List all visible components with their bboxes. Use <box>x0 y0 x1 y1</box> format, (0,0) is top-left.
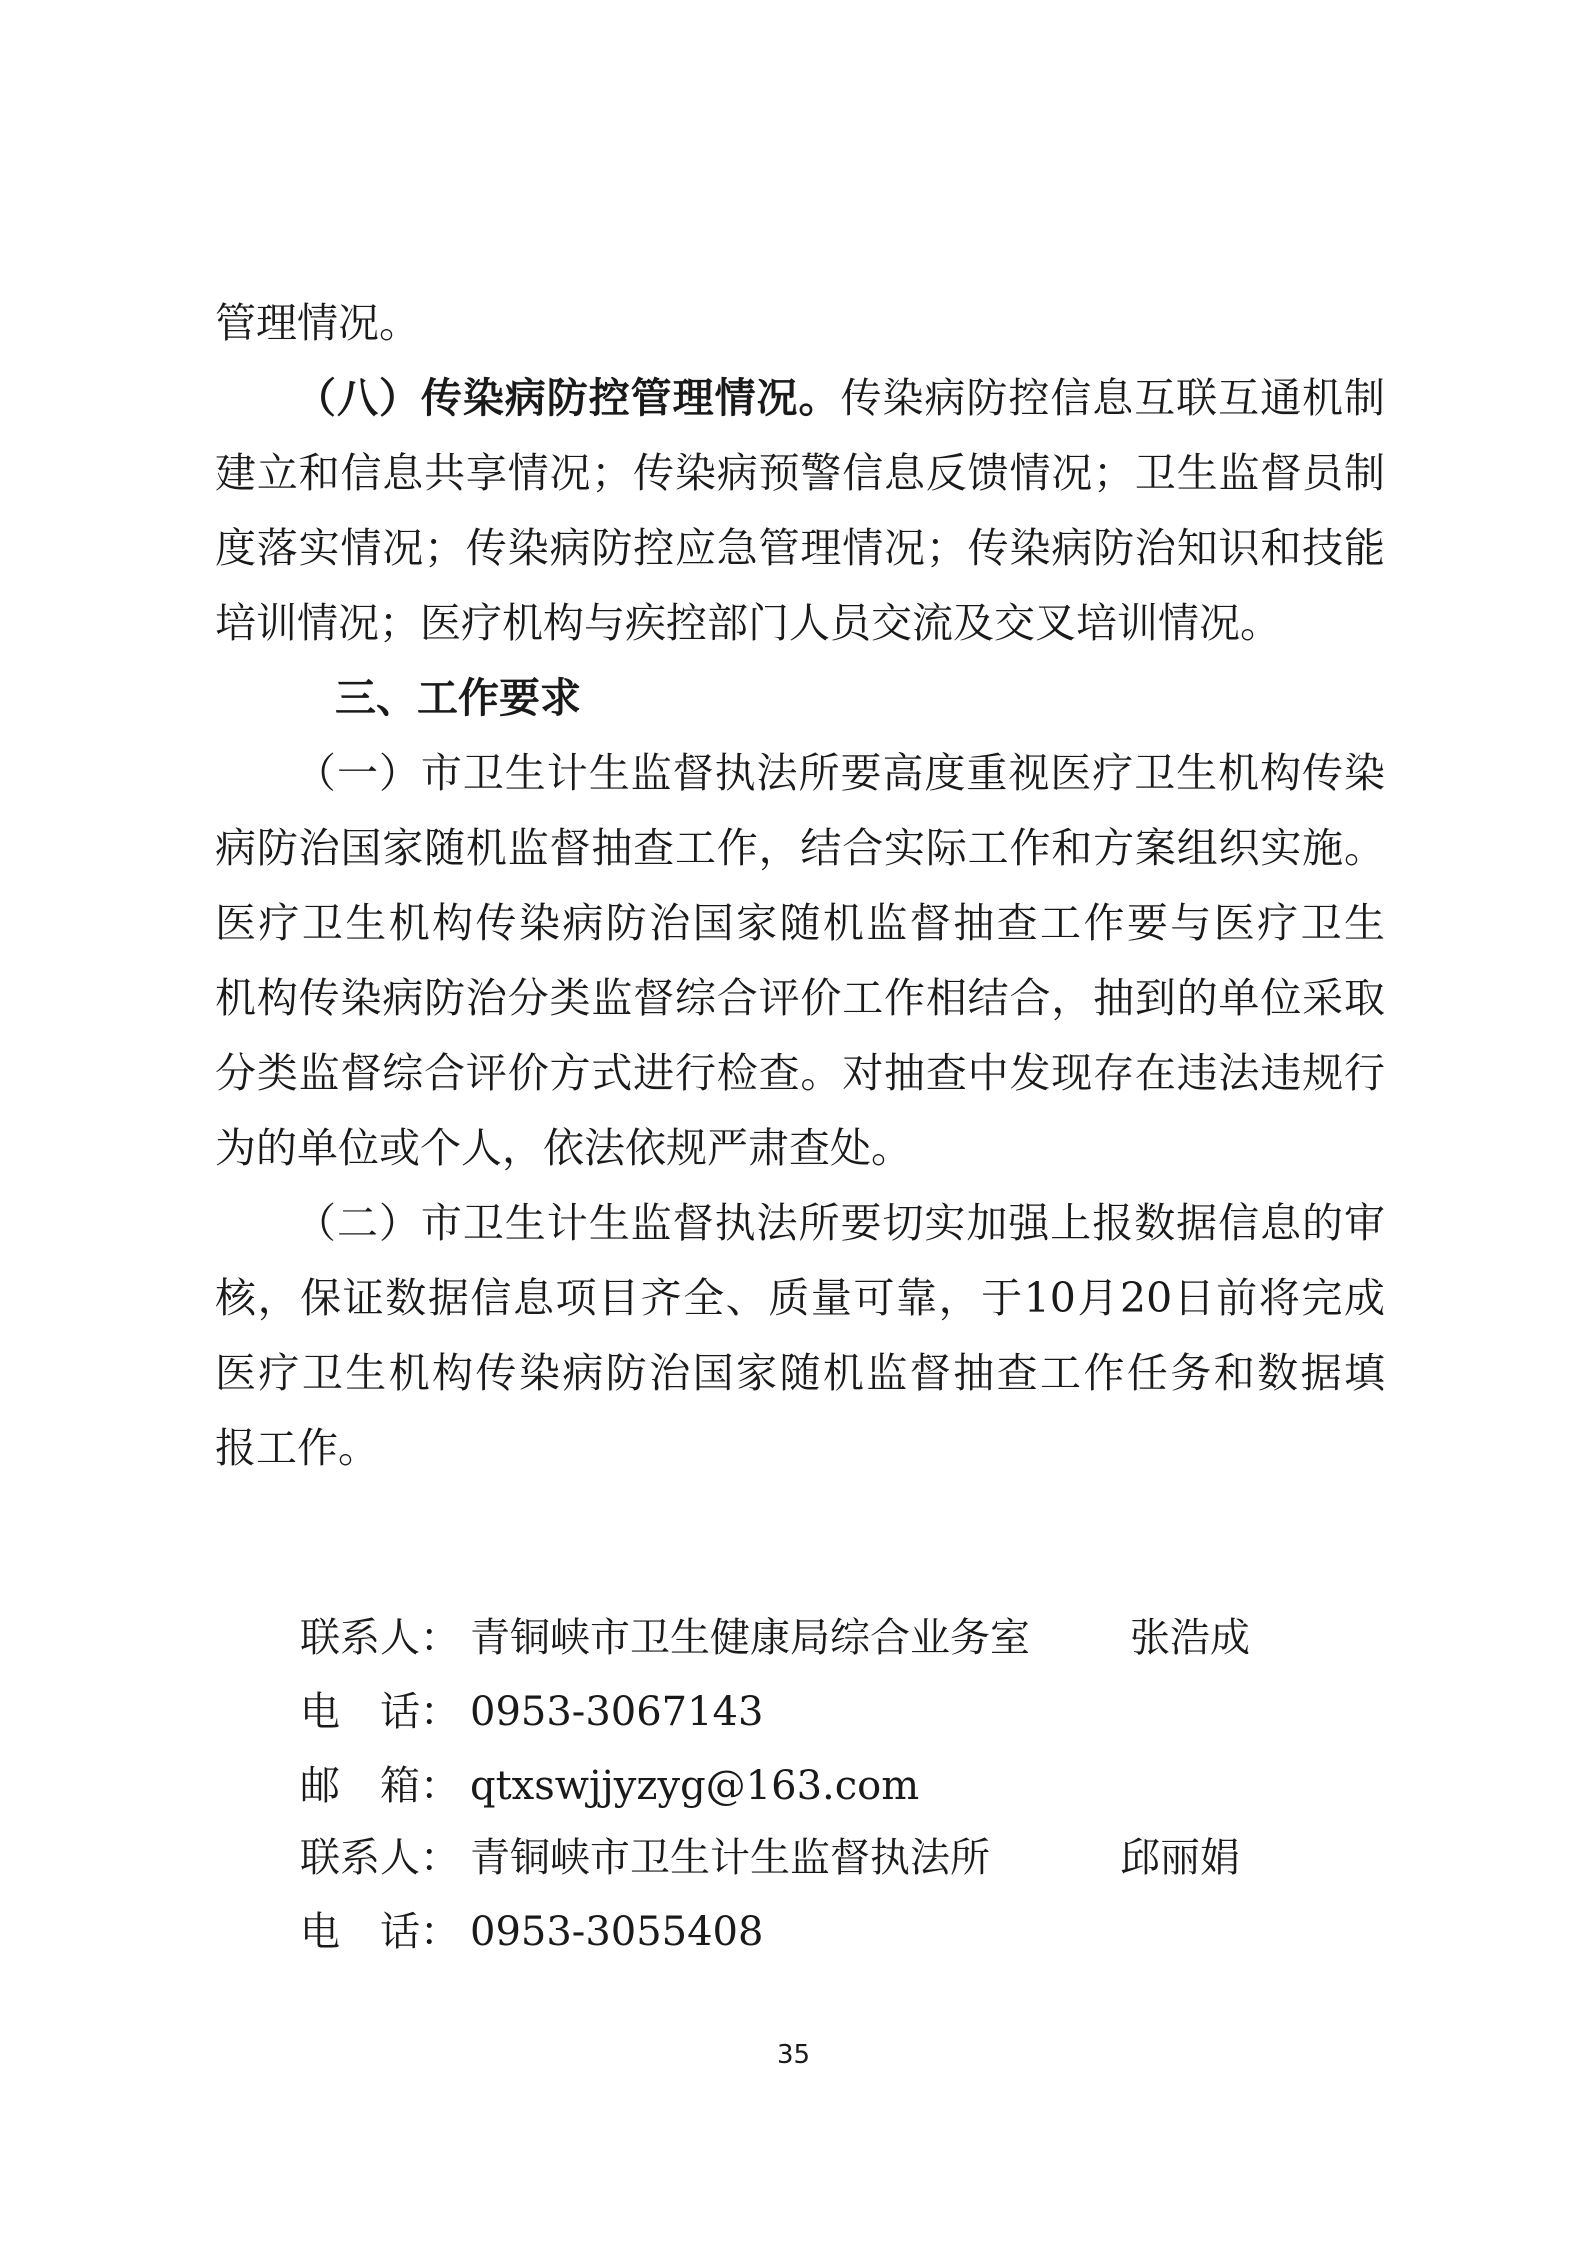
contact-value: 青铜峡市卫生计生监督执法所 <box>470 1835 990 1881</box>
paragraph-line: 病防治国家随机监督抽查工作，结合实际工作和方案组织实施。 <box>215 824 1385 872</box>
contact-label: 联系人： <box>300 1835 460 1881</box>
bold-lead: （八）传染病防控管理情况。 <box>295 374 841 422</box>
paragraph-line: 医疗卫生机构传染病防治国家随机监督抽查工作任务和数据填 <box>215 1349 1385 1397</box>
phone-number: 0953-3067143 <box>470 1689 764 1735</box>
page-number: 35 <box>776 2040 811 2070</box>
contact-row <box>300 1606 1250 1663</box>
contact-label: 电 话： <box>300 1909 460 1955</box>
contact-person: 张浩成 <box>1130 1615 1250 1661</box>
phone-number: 0953-3055408 <box>470 1909 764 1955</box>
contact-label: 邮 箱： <box>300 1763 460 1809</box>
paragraph-line: 医疗卫生机构传染病防治国家随机监督抽查工作要与医疗卫生 <box>215 899 1385 947</box>
contact-person: 邱丽娟 <box>1120 1835 1240 1881</box>
contact-row <box>300 1900 763 1957</box>
paragraph-line: （一）市卫生计生监督执法所要高度重视医疗卫生机构传染 <box>295 749 1385 797</box>
contact-row <box>300 1826 1240 1883</box>
paragraph-line: 分类监督综合评价方式进行检查。对抽查中发现存在违法违规行 <box>215 1049 1385 1097</box>
paragraph-line: 机构传染病防治分类监督综合评价工作相结合，抽到的单位采取 <box>215 974 1385 1022</box>
paragraph-continuation <box>215 286 1385 361</box>
contact-row <box>300 1754 919 1811</box>
contact-row <box>300 1680 763 1737</box>
paragraph-line: 报工作。 <box>215 1424 379 1472</box>
contact-label: 电 话： <box>300 1689 460 1735</box>
body-text <box>215 286 1385 1486</box>
paragraph-line: 核，保证数据信息项目齐全、质量可靠，于10月20日前将完成 <box>215 1274 1385 1322</box>
paragraph-line: 为的单位或个人，依法依规严肃查处。 <box>215 1124 912 1172</box>
paragraph-line: 度落实情况；传染病防控应急管理情况；传染病防治知识和技能 <box>215 524 1385 572</box>
contact-label: 联系人： <box>300 1615 460 1661</box>
text-line: 管理情况。 <box>215 299 420 347</box>
paragraph-line: 建立和信息共享情况；传染病预警信息反馈情况；卫生监督员制 <box>215 449 1385 497</box>
section-heading: 三、工作要求 <box>335 674 581 722</box>
paragraph-line <box>215 361 1385 436</box>
email-address: qtxswjjyzyg@163.com <box>470 1763 920 1809</box>
contact-value: 青铜峡市卫生健康局综合业务室 <box>470 1615 1030 1661</box>
paragraph-line: 培训情况；医疗机构与疾控部门人员交流及交叉培训情况。 <box>215 599 1281 647</box>
text-line: 传染病防控信息互联互通机制 <box>840 374 1386 422</box>
paragraph-line: （二）市卫生计生监督执法所要切实加强上报数据信息的审 <box>295 1199 1385 1247</box>
